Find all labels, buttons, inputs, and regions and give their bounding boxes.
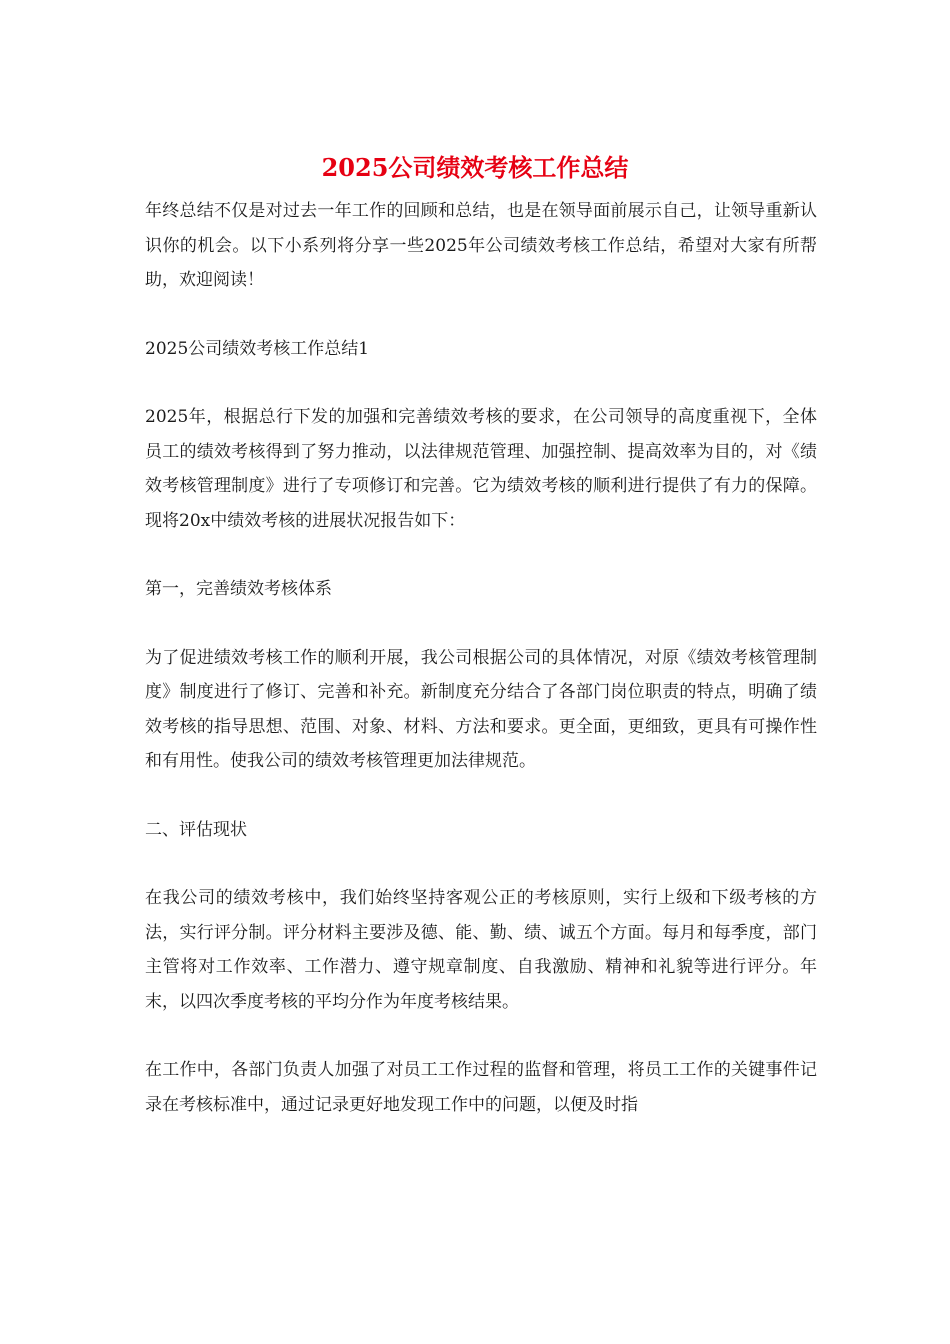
body-paragraph: 在工作中，各部门负责人加强了对员工工作过程的监督和管理，将员工工作的关键事件记录在考核标准中，通过记录更好地发现工作中的问题，以便及时指 [145, 1060, 817, 1115]
section-heading-summary-1: 2025公司绩效考核工作总结1 [145, 338, 370, 359]
intro-paragraph: 年终总结不仅是对过去一年工作的回顾和总结，也是在领导面前展示自己，让领导重新认识你的机会。以下小系列将分享一些2025年公司绩效考核工作总结，希望对大家有所帮助，欢迎阅读！ [145, 201, 817, 290]
section-heading-second: 二、评估现状 [145, 819, 247, 840]
body-paragraph: 为了促进绩效考核工作的顺利开展，我公司根据公司的具体情况，对原《绩效考核管理制度》制度进行了修订、完善和补充。新制度充分结合了各部门岗位职责的特点，明确了绩效考核的指导思想、范围、对象、材料、方法和要求。更全面，更细致，更具有可操作性和有用性。使我公司的绩效考核管理更加法律规范。 [145, 647, 817, 771]
body-paragraph: 2025年，根据总行下发的加强和完善绩效考核的要求，在公司领导的高度重视下，全体员工的绩效考核得到了努力推动，以法律规范管理、加强控制、提高效率为目的，对《绩效考核管理制度》进行了专项修订和完善。它为绩效考核的顺利进行提供了有力的保障。现将20x中绩效考核的进展状况报告如下： [145, 407, 817, 531]
section-heading-first: 第一，完善绩效考核体系 [145, 579, 332, 599]
document-title: 2025公司绩效考核工作总结 [321, 153, 629, 182]
document-body [145, 194, 817, 1156]
body-paragraph: 在我公司的绩效考核中，我们始终坚持客观公正的考核原则，实行上级和下级考核的方法，实行评分制。评分材料主要涉及德、能、勤、绩、诚五个方面。每月和每季度，部门主管将对工作效率、工作潜力、遵守规章制度、自我激励、精神和礼貌等进行评分。年末，以四次季度考核的平均分作为年度考核结果。 [145, 888, 817, 1012]
